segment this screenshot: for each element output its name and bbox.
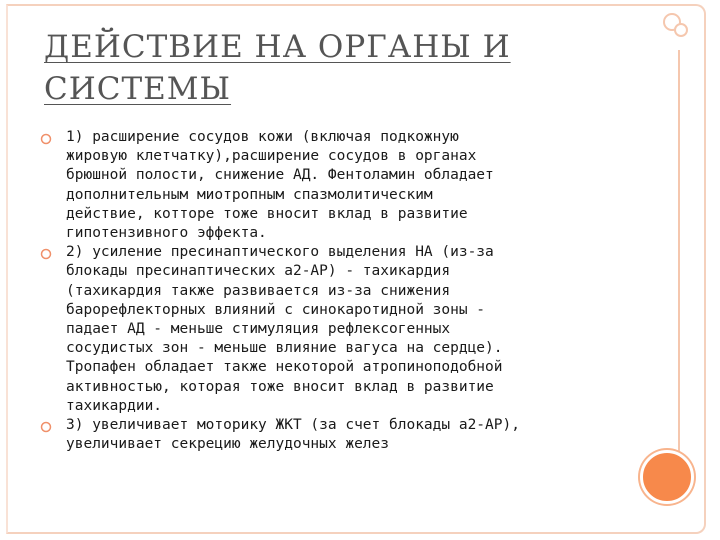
- list-item: [40, 416, 640, 454]
- circle-bullet-icon: [40, 421, 52, 433]
- decorative-ring-icon: [674, 23, 688, 37]
- decorative-circle-icon: [640, 450, 694, 504]
- list-item: [40, 243, 640, 416]
- list-item: [40, 128, 640, 243]
- list-item-text: 1) расширение сосудов кожи (включая подкожную жировую клетчатку),расширение сосудов в органах брюшной полости, снижение АД. Фентоламин обладает дополнительным миотропным спазмолитическим действие, котторе тоже вносит вклад в развитие гипотензивного эффекта.: [66, 129, 494, 242]
- slide-title-line-1: ДЕЙСТВИЕ НА ОРГАНЫ И: [44, 29, 511, 65]
- list-item-text: 2) усиление пресинаптического выделения НА (из-за блокады пресинаптических а2-АР) - тахикардия (тахикардия также развивается из-за снижения барорефлекторных влияний с синокаротидной зоны - падает АД - меньше стимуляция рефлексогенных сосудистых зон - меньше влияние вагуса на сердце). Тропафен обладает также некоторой атропиноподобной активностью, которая тоже вносит вклад в развитие тахикардии.: [66, 244, 503, 414]
- circle-bullet-icon: [40, 133, 52, 145]
- list-item-text: 3) увеличивает моторику ЖКТ (за счет блокады а2-АР), увеличивает секрецию желудочных желез: [66, 417, 520, 453]
- bullet-list: [40, 128, 640, 454]
- decorative-divider: [678, 50, 680, 470]
- slide-title: [44, 26, 554, 110]
- slide-title-line-2: СИСТЕМЫ: [44, 71, 232, 107]
- circle-bullet-icon: [40, 248, 52, 260]
